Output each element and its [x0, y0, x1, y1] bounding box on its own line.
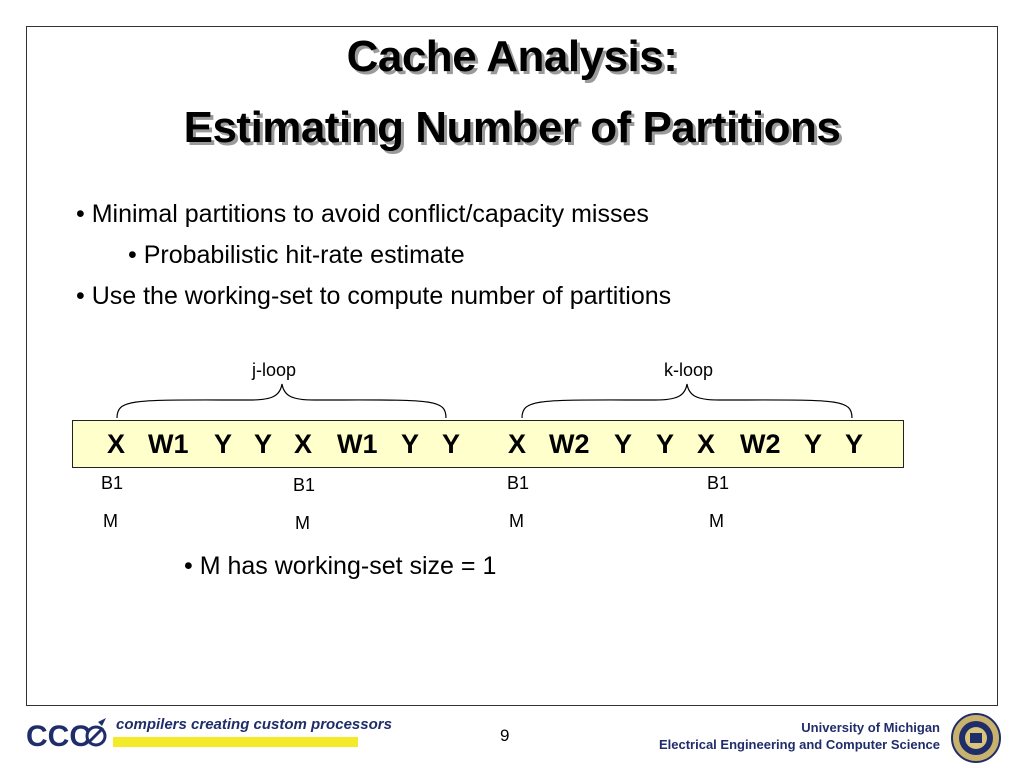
token-x: X	[107, 429, 126, 459]
token-y: Y	[804, 429, 823, 459]
annotation-m: M	[103, 511, 118, 531]
bullet-probabilistic-estimate: • Probabilistic hit-rate estimate	[128, 241, 465, 269]
bullet-minimal-partitions: • Minimal partitions to avoid conflict/capacity misses	[76, 200, 649, 228]
tagline: compilers creating custom processors	[116, 716, 392, 733]
bullet-working-set-size: • M has working-set size = 1	[184, 552, 497, 580]
token-w1: W1	[148, 429, 189, 459]
tagline-bar	[113, 737, 358, 747]
ccc-logo-text: CCC	[26, 720, 91, 753]
slide-title-line2: Estimating Number of Partitions	[183, 103, 841, 152]
annotation-b1: B1	[507, 473, 530, 493]
token-y: Y	[254, 429, 273, 459]
token-w2: W2	[740, 429, 781, 459]
token-y: Y	[214, 429, 233, 459]
ccc-logo-icon	[26, 714, 112, 758]
annotation-m: M	[295, 513, 310, 533]
annotation-b1: B1	[707, 473, 730, 493]
token-y: Y	[401, 429, 420, 459]
annotation-m: M	[709, 511, 724, 531]
annotation-m: M	[509, 511, 524, 531]
slide-title-line1: Cache Analysis:	[346, 32, 678, 81]
bullet-working-set: • Use the working-set to compute number of partitions	[76, 282, 672, 310]
annotation-b1: B1	[293, 475, 316, 495]
k-loop-brace	[522, 384, 852, 418]
page-number: 9	[500, 726, 510, 745]
token-x: X	[697, 429, 716, 459]
annotation-b1: B1	[101, 473, 124, 493]
token-y: Y	[614, 429, 633, 459]
token-w2: W2	[549, 429, 590, 459]
j-loop-label: j-loop	[252, 360, 297, 380]
university-name: University of Michigan	[801, 720, 940, 735]
token-x: X	[508, 429, 527, 459]
k-loop-label: k-loop	[664, 360, 714, 380]
token-y: Y	[845, 429, 864, 459]
j-loop-brace	[117, 384, 446, 418]
university-seal-icon	[950, 712, 1002, 764]
token-y: Y	[656, 429, 675, 459]
university-block	[659, 719, 940, 753]
department-name: Electrical Engineering and Computer Science	[658, 737, 940, 752]
token-w1: W1	[337, 429, 378, 459]
token-y: Y	[442, 429, 461, 459]
token-x: X	[294, 429, 313, 459]
